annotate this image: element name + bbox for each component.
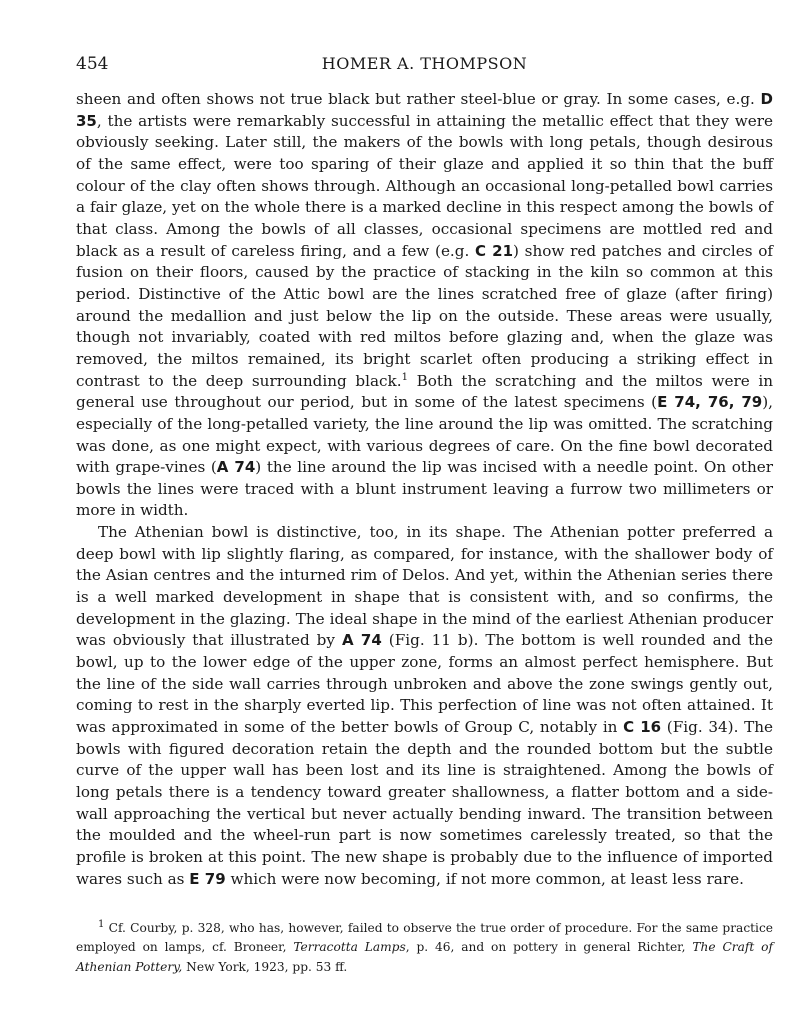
text-run: (Fig. 34). The bowls with figured decoration retain the depth and the rounded bottom but the subtle curve of the upper wall has been lost and its line is straightened. Among the bowls of long petals there is a tendency toward greater shallowness, a flatter bottom and a side-wall approaching the vertical but never actually bending inward. The transition between the moulded and the wheel-run part is now sometimes carelessly treated, so that the profile is broken at this point. The new shape is probably due to the influence of imported wares such as [76,718,773,888]
text-run: (Fig. 11 b). The bottom is well rounded and the bowl, up to the lower edge of the upper zone, forms an almost perfect hemisphere. But the line of the side wall carries through unbroken and above the zone swings gently out, coming to rest in the sharply everted lip. This perfection of line was not often attained. It was approximated in some of the better bowls of Group C, notably in [76,631,773,737]
catalogue-reference: D 35 [76,90,773,130]
catalogue-reference: C 21 [475,241,514,260]
paragraph-1 [76,89,773,522]
text-run: ) show red patches and circles of fusion on their floors, caused by the practice of stacking in the kiln so common at this period. Distinctive of the Attic bowl are the lines scratched free of glaze (after firing) around the medallion and just below the lip on the outside. These areas were usually, though not invariably, coated with red miltos before glazing and, when the glaze was removed, the miltos remained, its bright scarlet often producing a striking effect in contrast to the deep surrounding black. [76,241,773,390]
text-run: sheen and often shows not true black but rather steel-blue or gray. In some cases, e.g. [76,90,761,108]
cited-title: Terracotta Lamps [293,940,406,955]
catalogue-reference: A 74 [216,458,256,477]
text-run: which were now becoming, if not more common, at least less rare. [225,869,744,888]
catalogue-reference: A 74 [341,631,382,650]
text-run: ), especially of the long-petalled variety, the line around the lip was omitted. The scratching was done, as one might expect, with various degrees of care. On the fine bowl decorated with grape-vines ( [76,393,774,477]
footnote-marker: 1 [401,371,408,383]
text-run: Cf. Courby, p. 328, who has, however, failed to observe the true order of procedure. For the same practice employed on lamps, cf. Broneer, [76,921,773,955]
text-run: , p. 46, and on pottery in general Richter, [405,940,693,955]
page-header [76,54,773,78]
text-run: ) the line around the lip was incised with a needle point. On other bowls the lines were traced with a blunt instrument leaving a furrow two millimeters or more in width. [76,458,774,520]
text-run: Both the scratching and the miltos were in general use throughout our period, but in some of the latest specimens ( [76,371,774,412]
running-head: HOMER A. THOMPSON [321,54,528,73]
text-run: , the artists were remarkably successful in attaining the metallic effect that they were obviously seeking. Later still, the makers of the bowls with long petals, though desirous of the same effect, were too sparing of their glaze and applied it so thin that the buff colour of the clay often shows through. Although an occasional long-petalled bowl carries a fair glaze, yet on the whole there is a marked decline in this respect among the bowls of that class. Among the bowls of all classes, occasional specimens are mottled red and black as a result of careless firing, and a few (e.g. [76,111,773,260]
body-text [76,89,773,890]
catalogue-reference: C 16 [623,718,662,737]
catalogue-reference: E 74, 76, 79 [657,393,763,412]
paragraph-2 [76,522,773,890]
text-run: The Athenian bowl is distinctive, too, in its shape. The Athenian potter preferred a deep bowl with lip slightly flaring, as compared, for instance, with the shallower body of the Asian centres and the inturned rim of Delos. And yet, within the Athenian series there is a well marked development in shape that is consistent with, and so confirms, the development in the glazing. The ideal shape in the mind of the earliest Athenian producer was obviously that illustrated by [76,523,773,650]
footnote-text [76,919,773,977]
text-run: New York, 1923, pp. 53 ff. [182,959,348,974]
footnote [76,919,773,977]
catalogue-reference: E 79 [189,869,226,888]
cited-title: The Craft of Athenian Pottery, [76,940,773,974]
page-number: 454 [76,54,109,74]
footnote-number: 1 [98,918,105,930]
